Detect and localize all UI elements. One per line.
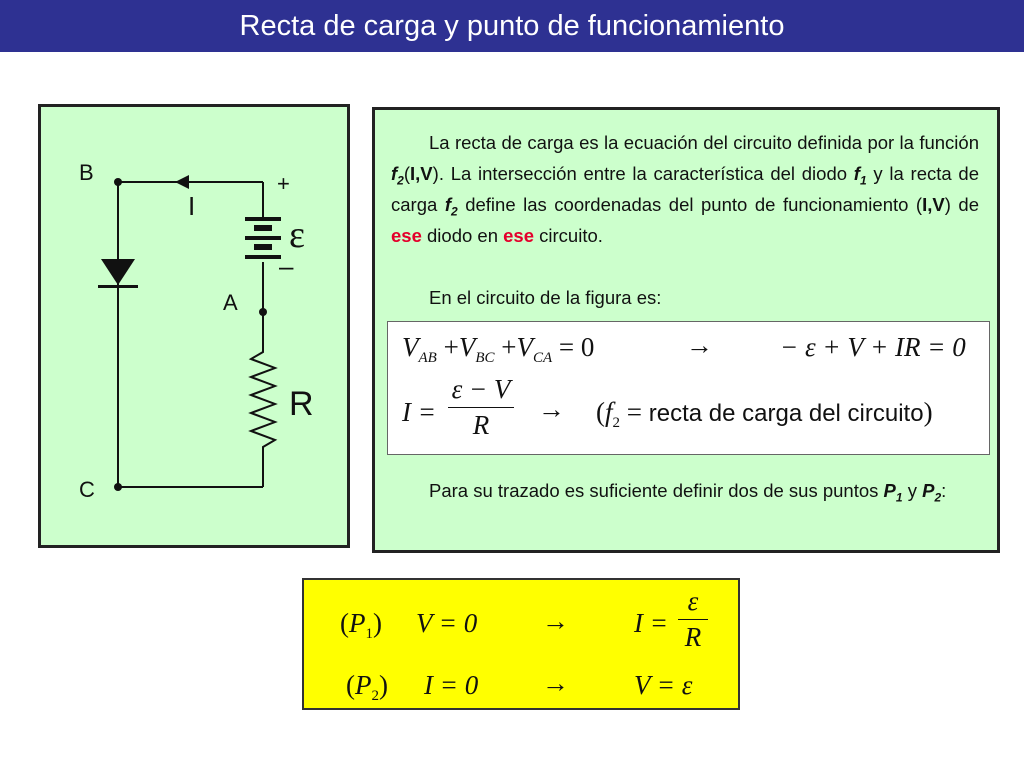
explanation-panel (372, 107, 1000, 553)
label-b: B (79, 160, 94, 185)
battery (245, 217, 281, 259)
point-p2-result: V = ε (634, 670, 693, 700)
label-c: C (79, 477, 95, 502)
label-resistor: R (289, 385, 314, 423)
current-arrow-icon (175, 175, 189, 189)
node-b (114, 178, 122, 186)
circuit-diagram (41, 107, 347, 545)
f1-symbol: $f_1$ (853, 163, 867, 188)
label-minus: – (279, 251, 294, 281)
fraction-bar (448, 407, 514, 408)
arrow-p2: → (542, 668, 569, 698)
points-box (302, 578, 740, 710)
fraction-denominator: R (472, 410, 490, 440)
arrow-1: → (686, 330, 713, 360)
iv-symbol-2: I,V (922, 194, 945, 215)
p1-fraction-bar (678, 619, 708, 620)
circuit-diagram-panel (38, 104, 350, 548)
text-span: La recta de carga es la ecuación del circuito definida por la función (429, 132, 979, 153)
emphasis-ese-2: ese (503, 225, 535, 246)
paragraph-circuit-intro: En el circuito de la figura es: (429, 287, 662, 308)
point-p1-label: $(P_1)$ (340, 608, 382, 642)
label-current: I (188, 191, 196, 221)
point-p1-fraction (678, 586, 708, 653)
paragraph-points: Para su trazado es suficiente definir dos de sus puntos $P_1$ y $P_2$: (429, 480, 947, 505)
arrow-p1: → (542, 606, 569, 636)
point-p2-label: $(P_2)$ (346, 670, 388, 704)
slide-title: Recta de carga y punto de funcionamiento (239, 10, 785, 42)
label-plus: + (277, 171, 290, 196)
emphasis-ese-1: ese (391, 225, 422, 246)
title-bar (0, 0, 1024, 52)
fraction-numerator: ε − V (451, 374, 511, 404)
f2-symbol: $f_2$ (391, 163, 404, 188)
current-lhs: I = (402, 397, 436, 427)
node-a (259, 308, 267, 316)
node-c (114, 483, 122, 491)
label-emf: ε (289, 214, 305, 256)
point-p2-condition: I = 0 (424, 670, 479, 700)
iv-symbol: I,V (410, 163, 433, 184)
p1-denominator: R (684, 622, 702, 652)
p1-numerator: ε (687, 586, 699, 616)
kirchhoff-result: − ε + V + IR = 0 (780, 332, 966, 362)
label-a: A (223, 290, 238, 315)
kirchhoff-equation: $V_{AB} +V_{BC} +V_{CA} = 0$ (402, 332, 595, 366)
point-p1-result-lhs: I = (634, 608, 668, 638)
load-line-definition: ($f_2$ = recta de carga del circuito) (596, 397, 933, 431)
paragraph-load-line: La recta de carga es la ecuación del circuito definida por la función $f_2(I,V)$. La intersección entre la característica del diodo $f_1$ y la recta de carga $f_2$ define las coordenadas del punto de funcionamiento (I,V) de ese diodo en ese circuito. (391, 132, 979, 246)
resistor (251, 342, 275, 487)
f2-symbol-2: $f_2$ (444, 194, 458, 219)
arrow-2: → (538, 394, 565, 424)
equation-box (387, 321, 990, 455)
load-line-fraction (448, 374, 514, 441)
point-p1-condition: V = 0 (416, 608, 478, 638)
diode (98, 259, 138, 288)
